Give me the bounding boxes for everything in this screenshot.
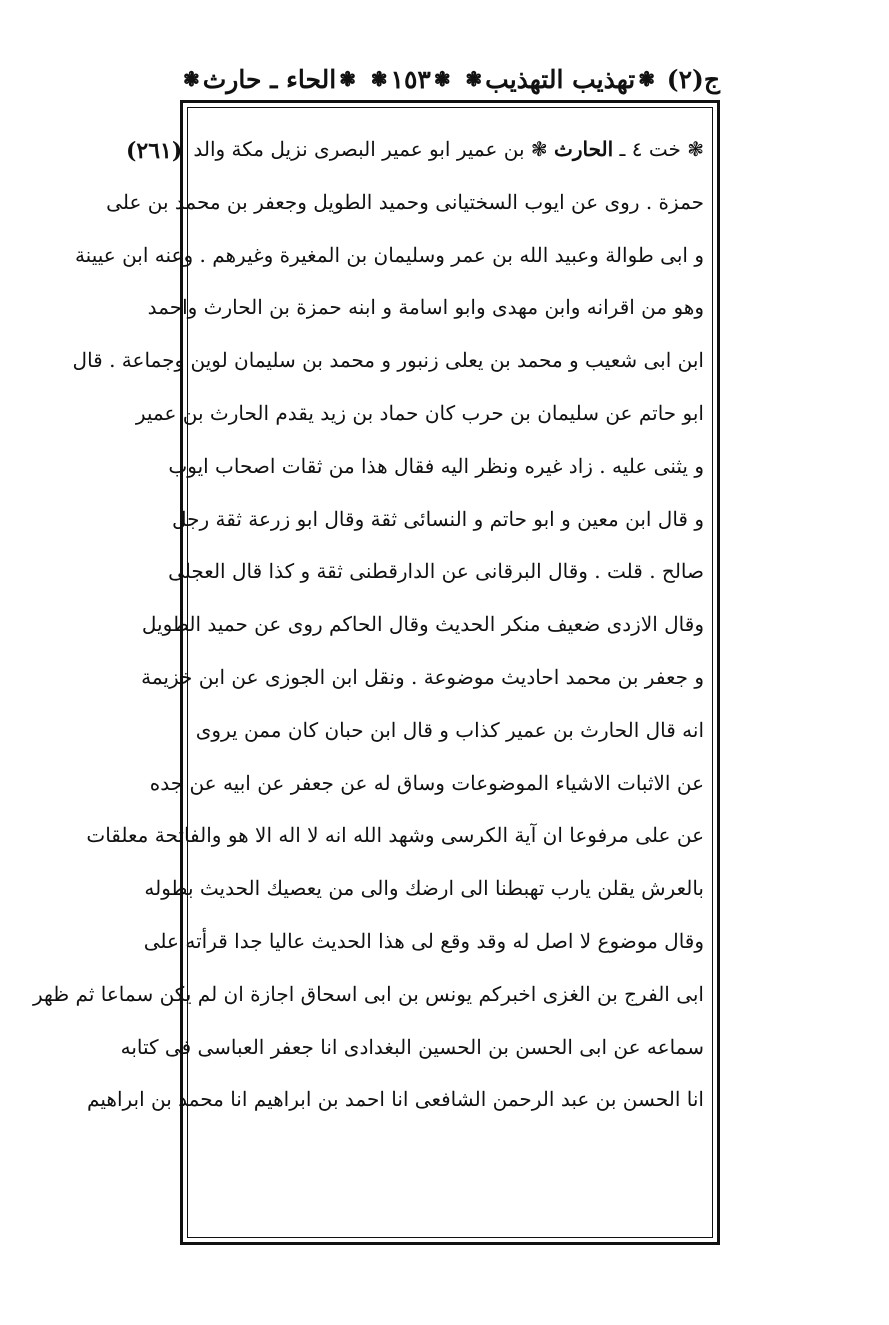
text-line: عن على مرفوعا ان آية الكرسى وشهد الله انه لا اله الا هو والفاتحة معلقات bbox=[86, 823, 704, 848]
text-line: انه قال الحارث بن عمير كذاب و قال ابن حبان كان ممن يروى bbox=[195, 717, 704, 742]
flower-ornament-icon: ❃ bbox=[687, 137, 704, 161]
text-line: بالعرش يقلن يارب تهبطنا الى ارضك والى من يعصيك الحديث بطوله bbox=[144, 876, 704, 901]
flower-ornament-icon: ❃ bbox=[183, 67, 200, 91]
text-line: صالح . قلت . وقال البرقانى عن الدارقطنى ثقة و كذا قال العجلى bbox=[168, 559, 704, 584]
text-line: و ابى طوالة وعبيد الله بن عمر وسليمان بن المغيرة وغيرهم . وعنه ابن عيينة bbox=[74, 242, 704, 267]
entry-code: خت ٤ ـ bbox=[619, 137, 681, 161]
entry-name: الحارث bbox=[554, 137, 614, 161]
flower-ornament-icon: ❃ bbox=[530, 137, 548, 161]
header-volume: ج(٢) bbox=[666, 64, 720, 94]
text-line: ابن ابى شعيب و محمد بن يعلى زنبور و محمد بن سليمان لوين وجماعة . قال bbox=[72, 348, 704, 373]
text-line: عن الاثبات الاشياء الموضوعات وساق له عن جعفر عن ابيه عن جده bbox=[149, 770, 704, 795]
flower-ornament-icon: ❃ bbox=[638, 67, 655, 91]
text-line: حمزة . روى عن ايوب السختيانى وحميد الطويل وجعفر بن محمد بن على bbox=[106, 189, 704, 214]
flower-ornament-icon: ❃ bbox=[465, 67, 483, 91]
biography-number: (٢٦١) bbox=[126, 138, 183, 164]
text-line: و جعفر بن محمد احاديث موضوعة . ونقل ابن الجوزى عن ابن خزيمة bbox=[141, 664, 704, 689]
flower-ornament-icon: ❃ bbox=[370, 67, 388, 91]
header-section: ❃ الحاء ـ حارث ❃ bbox=[183, 64, 357, 94]
flower-ornament-icon: ❃ bbox=[339, 67, 357, 91]
text-line: و يثنى عليه . زاد غيره ونظر اليه فقال هذا من ثقات اصحاب ايوب bbox=[168, 453, 704, 478]
header-page-number: ❃ ١٥٣ ❃ bbox=[370, 64, 451, 94]
text-line: وهو من اقرانه وابن مهدى وابو اسامة و ابنه حمزة بن الحارث واحمد bbox=[147, 295, 704, 320]
text-line: وقال موضوع لا اصل له وقد وقع لى هذا الحديث عاليا جدا قرأته على bbox=[143, 928, 704, 953]
text-line-entry-head bbox=[193, 123, 704, 176]
header-book-title: ❃ تهذيب التهذيب ❃ bbox=[465, 64, 655, 94]
text-line: سماعه عن ابى الحسن بن الحسين البغدادى انا جعفر العباسى فى كتابه bbox=[120, 1034, 704, 1059]
entry-first-line-text: بن عمير ابو عمير البصرى نزيل مكة والد bbox=[193, 137, 525, 161]
flower-ornament-icon: ❃ bbox=[433, 67, 451, 91]
running-header bbox=[180, 58, 720, 100]
text-line: انا الحسن بن عبد الرحمن الشافعى انا احمد بن ابراهيم انا محمد بن ابراهيم bbox=[87, 1087, 704, 1112]
text-line: وقال الازدى ضعيف منكر الحديث وقال الحاكم روى عن حميد الطويل bbox=[141, 612, 704, 637]
text-line: ابى الفرج بن الغزى اخبركم يونس بن ابى اسحاق اجازة ان لم يكن سماعا ثم ظهر bbox=[33, 981, 704, 1006]
text-line: ابو حاتم عن سليمان بن حرب كان حماد بن زيد يقدم الحارث بن عمير bbox=[135, 400, 704, 425]
text-line: و قال ابن معين و ابو حاتم و النسائى ثقة وقال ابو زرعة ثقة رجل bbox=[171, 506, 704, 531]
